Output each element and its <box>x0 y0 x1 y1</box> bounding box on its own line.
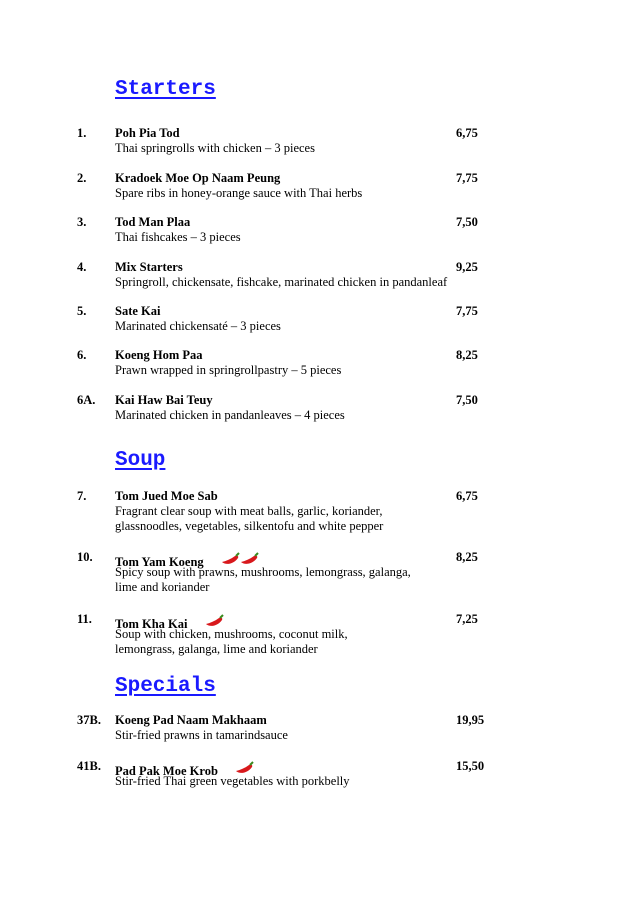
item-number: 2. <box>77 171 87 185</box>
item-number: 6A. <box>77 393 96 407</box>
item-description: Stir-fried prawns in tamarindsauce <box>115 728 288 742</box>
item-price: 6,75 <box>456 126 478 140</box>
item-name: Poh Pia Tod <box>115 126 180 140</box>
description-line: Spicy soup with prawns, mushrooms, lemongrass, galanga, <box>115 565 411 579</box>
item-number: 7. <box>77 489 87 503</box>
item-number: 4. <box>77 260 87 274</box>
item-name: Kai Haw Bai Teuy <box>115 393 213 407</box>
item-name: Kradoek Moe Op Naam Peung <box>115 171 281 185</box>
item-name-text: Tom Yam Koeng <box>115 555 204 569</box>
item-name: Sate Kai <box>115 304 161 318</box>
section-heading-soup: Soup <box>115 449 166 472</box>
item-description: Stir-fried Thai green vegetables with porkbelly <box>115 774 350 788</box>
item-description: Prawn wrapped in springrollpastry – 5 pieces <box>115 363 342 377</box>
item-description <box>115 627 348 657</box>
item-description: Thai fishcakes – 3 pieces <box>115 230 241 244</box>
item-price: 7,75 <box>456 304 478 318</box>
item-price: 7,50 <box>456 393 478 407</box>
item-description: Marinated chickensaté – 3 pieces <box>115 319 281 333</box>
item-number: 5. <box>77 304 87 318</box>
item-number: 6. <box>77 348 87 362</box>
item-number: 41B. <box>77 759 101 773</box>
item-name-text: Pad Pak Moe Krob <box>115 764 218 778</box>
item-number: 10. <box>77 550 93 564</box>
item-price: 19,95 <box>456 713 485 727</box>
item-price: 6,75 <box>456 489 478 503</box>
item-number: 11. <box>77 612 92 626</box>
section-heading-specials: Specials <box>115 675 216 698</box>
description-line: Fragrant clear soup with meat balls, garlic, koriander, <box>115 504 383 518</box>
description-line: lemongrass, galanga, lime and koriander <box>115 642 318 656</box>
item-number: 3. <box>77 215 87 229</box>
item-name: Koeng Hom Paa <box>115 348 203 362</box>
item-price: 9,25 <box>456 260 478 274</box>
item-description: Marinated chicken in pandanleaves – 4 pieces <box>115 408 345 422</box>
description-line: glassnoodles, vegetables, silkentofu and white pepper <box>115 519 384 533</box>
item-price: 7,25 <box>456 612 478 626</box>
item-description: Thai springrolls with chicken – 3 pieces <box>115 141 315 155</box>
item-price: 8,25 <box>456 550 478 564</box>
description-line: Soup with chicken, mushrooms, coconut milk, <box>115 627 348 641</box>
item-name: Mix Starters <box>115 260 183 274</box>
section-heading-starters: Starters <box>115 78 216 101</box>
item-number: 1. <box>77 126 87 140</box>
item-name: Tom Jued Moe Sab <box>115 489 218 503</box>
item-description: Spare ribs in honey-orange sauce with Thai herbs <box>115 186 363 200</box>
item-name: Tod Man Plaa <box>115 215 191 229</box>
item-price: 8,25 <box>456 348 478 362</box>
item-name: Koeng Pad Naam Makhaam <box>115 713 267 727</box>
item-number: 37B. <box>77 713 101 727</box>
item-name-text: Tom Kha Kai <box>115 617 188 631</box>
item-price: 7,50 <box>456 215 478 229</box>
item-price: 15,50 <box>456 759 485 773</box>
description-line: lime and koriander <box>115 580 210 594</box>
item-description <box>115 565 411 595</box>
item-description <box>115 504 383 534</box>
item-description: Springroll, chickensate, fishcake, marinated chicken in pandanleaf <box>115 275 448 289</box>
item-price: 7,75 <box>456 171 478 185</box>
